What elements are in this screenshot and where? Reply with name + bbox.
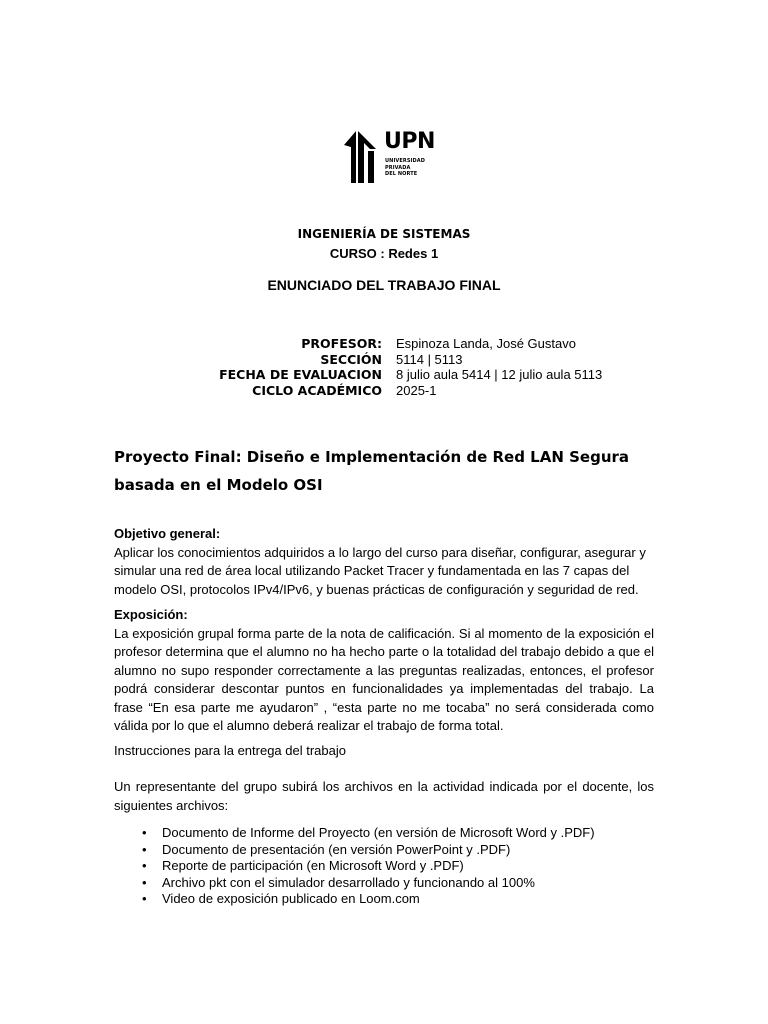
list-item-text: Documento de presentación (en versión PowerPoint y .PDF) — [162, 841, 511, 857]
info-label: SECCIÓN — [320, 351, 382, 367]
deliverables-list — [114, 825, 654, 908]
list-item — [114, 891, 654, 908]
info-label: PROFESOR: — [301, 336, 382, 351]
project-title: Proyecto Final: Diseño e Implementación de Red LAN Segura basada en el Modelo OSI — [114, 448, 630, 494]
faculty-name: INGENIERÍA DE SISTEMAS — [297, 227, 471, 241]
objective-heading: Objetivo general: — [114, 526, 221, 541]
document-title: ENUNCIADO DEL TRABAJO FINAL — [267, 277, 501, 293]
logo-sub-line: PRIVADA — [385, 164, 411, 171]
list-item — [114, 875, 654, 892]
info-row-academic-cycle — [0, 383, 768, 399]
representative-text: Un representante del grupo subirá los archivos en la actividad indicada por el docente, los siguientes archivos: — [114, 779, 654, 813]
logo-sub-line: UNIVERSIDAD — [385, 158, 425, 164]
info-value: 8 julio aula 5414 | 12 julio aula 5113 — [396, 367, 603, 382]
logo-subtitle — [385, 158, 425, 178]
university-logo — [344, 129, 435, 186]
info-label: FECHA DE EVALUACION — [219, 367, 382, 382]
bullet-icon: • — [142, 874, 147, 890]
exposition-text: La exposición grupal forma parte de la nota de calificación. Si al momento de la exposición el profesor determina que el alumno no ha hecho parte o la totalidad del trabajo debido a que el alumno no supo responder correctamente a las preguntas realizadas, entonces, el profesor podrá considerar descontar puntos en funcionalidades ya implementadas del trabajo. La frase “En esa parte me ayudaron” , “esta parte no me tocaba” no será considerada como válida por lo que el alumno deberá realizar el trabajo de forma total. — [114, 625, 654, 733]
bullet-icon: • — [142, 825, 147, 840]
bullet-icon: • — [142, 891, 147, 906]
course-name: CURSO : Redes 1 — [329, 246, 439, 261]
upn-arrow-icon — [344, 131, 380, 183]
list-item-text: Video de exposición publicado en Loom.com — [162, 891, 420, 906]
objective-section — [114, 525, 654, 599]
info-value: 5114 | 5113 — [396, 351, 463, 367]
list-item-text: Documento de Informe del Proyecto (en versión de Microsoft Word y .PDF) — [162, 825, 595, 840]
instructions-title: Instrucciones para la entrega del trabajo — [114, 743, 346, 758]
exposition-section — [114, 606, 654, 736]
info-value: Espinoza Landa, José Gustavo — [396, 336, 576, 351]
list-item — [114, 825, 654, 842]
logo-sub-line: DEL NORTE — [385, 171, 418, 177]
logo-brand-text: UPN — [384, 129, 435, 154]
bullet-icon: • — [142, 841, 147, 857]
objective-text: Aplicar los conocimientos adquiridos a lo largo del curso para diseñar, configurar, asegurar y simular una red de área local utilizando Packet Tracer y fundamentada en las 7 capas del modelo OSI, protocolos IPv4/IPv6, y buenas prácticas de configuración y seguridad de red. — [114, 544, 646, 597]
info-label: CICLO ACADÉMICO — [252, 382, 382, 398]
course-info-table — [0, 336, 768, 398]
list-item-text: Archivo pkt con el simulador desarrollado y funcionando al 100% — [162, 874, 535, 890]
info-row-evaluation-date — [0, 367, 768, 383]
info-value: 2025-1 — [396, 382, 437, 398]
info-row-professor — [0, 336, 768, 352]
list-item — [114, 858, 654, 875]
list-item — [114, 842, 654, 859]
bullet-icon: • — [142, 858, 147, 873]
list-item-text: Reporte de participación (en Microsoft Word y .PDF) — [162, 858, 464, 873]
exposition-heading: Exposición: — [114, 607, 188, 622]
info-row-section — [0, 352, 768, 368]
